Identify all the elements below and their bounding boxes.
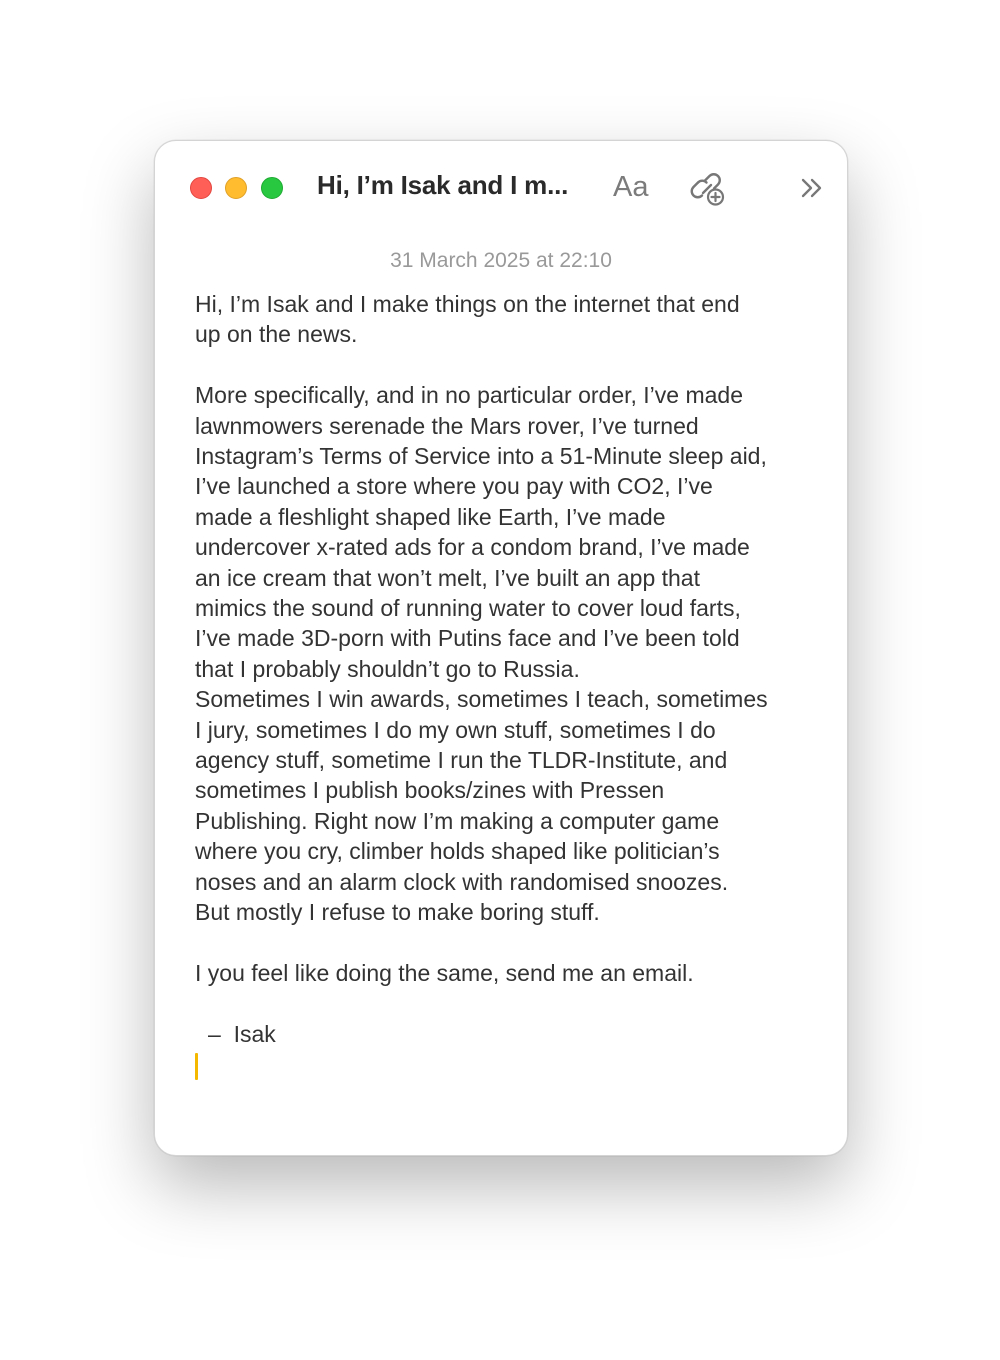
- minimize-window-button[interactable]: [225, 177, 247, 199]
- text-cursor: [195, 1053, 198, 1080]
- note-timestamp: 31 March 2025 at 22:10: [390, 249, 612, 272]
- note-paragraph-projects: More specifically, and in no particular order, I’ve made lawnmowers serenade the Mars rover, I’ve turned Instagram’s Terms of Service into a 51-Minute sleep aid, I’ve launched a store where you pay with CO2, I’ve made a fleshlight shaped like Earth, I’ve made undercover x-rated ads for a condom brand, I’ve made an ice cream that won’t melt, I’ve built an app that mimics the sound of running water to cover loud farts, I’ve made 3D-porn with Putins face and I’ve been told that I probably shouldn’t go to Russia.: [195, 382, 767, 682]
- note-paragraph-contact: I you feel like doing the same, send me an email.: [195, 959, 694, 986]
- font-format-button[interactable]: Aa: [613, 171, 649, 203]
- collaborate-link-plus-icon: [689, 169, 727, 207]
- chevron-double-right-icon: [799, 175, 827, 203]
- blank-line: [195, 988, 815, 1018]
- blank-line: [195, 350, 815, 380]
- note-signature: – Isak: [208, 1020, 276, 1047]
- blank-line: [195, 928, 815, 958]
- collaborate-button[interactable]: [689, 169, 727, 207]
- close-window-button[interactable]: [190, 177, 212, 199]
- notes-window: [154, 140, 848, 1156]
- window-title: Hi, I’m Isak and I m...: [317, 170, 569, 200]
- note-paragraph-activities: Sometimes I win awards, sometimes I teach, sometimes I jury, sometimes I do my own stuff, sometimes I do agency stuff, sometime I run the TLDR-Institute, and sometimes I publish books/zines with Pressen Publishing. Right now I’m making a computer game where you cry, climber holds shaped like politician’s noses and an alarm clock with randomised snoozes. But mostly I refuse to make boring stuff.: [195, 686, 768, 926]
- note-paragraph-intro: Hi, I’m Isak and I make things on the internet that end up on the news.: [195, 291, 740, 348]
- title-bar[interactable]: [155, 141, 847, 233]
- zoom-window-button[interactable]: [261, 177, 283, 199]
- more-toolbar-items-button[interactable]: [799, 175, 827, 203]
- note-body[interactable]: [195, 289, 815, 1049]
